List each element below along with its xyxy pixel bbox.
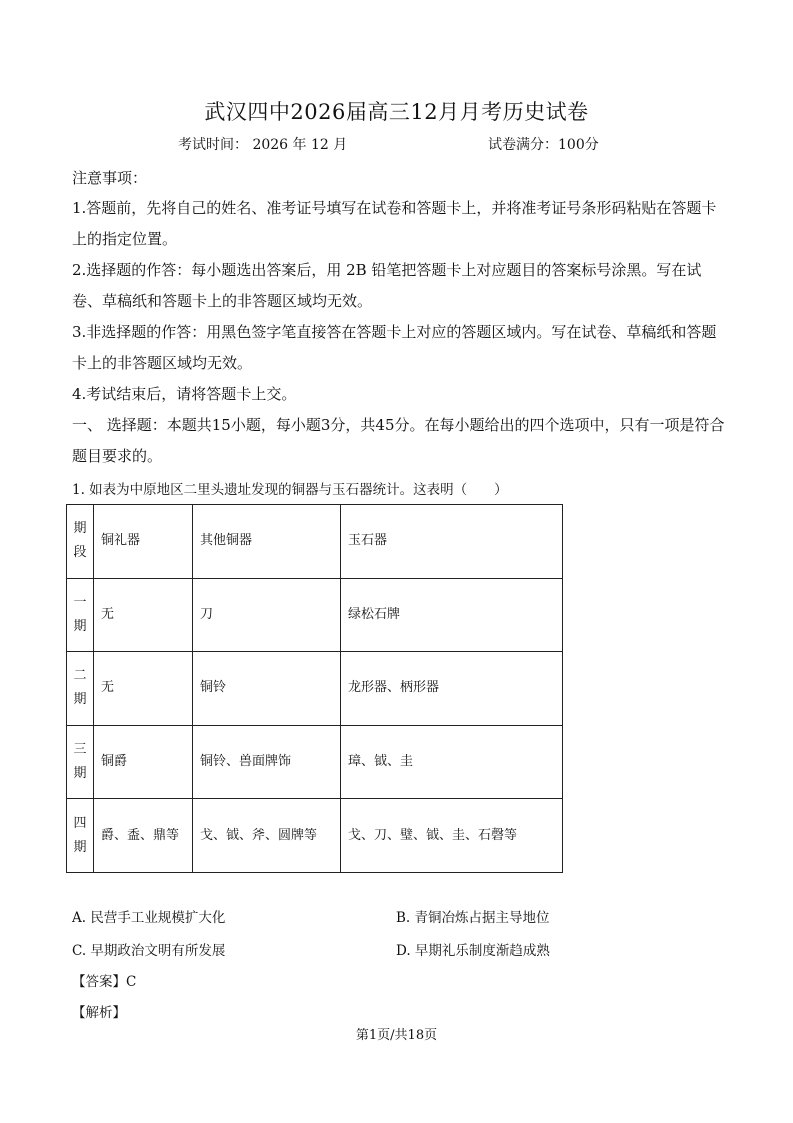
option-a: A. 民营手工业规模扩大化 bbox=[72, 910, 226, 926]
option-c: C. 早期政治文明有所发展 bbox=[72, 943, 226, 959]
section-instructions: 一、 选择题：本题共15小题，每小题3分，共45分。在每小题给出的四个选项中，只有一项是符合题目要求的。 bbox=[72, 416, 725, 465]
exam-time: 考试时间： 2026 年 12 月 bbox=[178, 137, 348, 153]
analysis-label: 【解析】 bbox=[72, 1005, 126, 1021]
notice-item: 2.选择题的作答：每小题选出答案后，用 2B 铅笔把答题卡上对应题目的答案标号涂黑。写在试卷、草稿纸和答题卡上的非答题区域均无效。 bbox=[72, 261, 702, 310]
table-cell: 璋、钺、圭 bbox=[341, 725, 563, 799]
notice-item: 1.答题前，先将自己的姓名、准考证号填写在试卷和答题卡上，并将准考证号条形码粘贴在答题卡上的指定位置。 bbox=[72, 199, 717, 248]
notice-item: 3.非选择题的作答：用黑色签字笔直接答在答题卡上对应的答题区域内。写在试卷、草稿纸和答题卡上的非答题区域均无效。 bbox=[72, 323, 717, 372]
exam-title: 武汉四中2026届高三12月月考历史试卷 bbox=[204, 100, 589, 124]
table-row bbox=[67, 799, 563, 873]
period-header: 期 段 bbox=[67, 505, 94, 579]
period-cell: 三 期 bbox=[67, 725, 94, 799]
table-cell: 无 bbox=[94, 578, 193, 652]
artifact-table bbox=[66, 504, 563, 873]
period-cell: 四 期 bbox=[67, 799, 94, 873]
table-row bbox=[67, 725, 563, 799]
notice-item: 4.考试结束后，请将答题卡上交。 bbox=[72, 385, 297, 403]
table-cell: 龙形器、柄形器 bbox=[341, 652, 563, 726]
table-cell: 戈、刀、璧、钺、圭、石磬等 bbox=[341, 799, 563, 873]
period-cell: 二 期 bbox=[67, 652, 94, 726]
page-footer: 第1页/共18页 bbox=[355, 1028, 438, 1043]
table-cell: 爵、盉、鼎等 bbox=[94, 799, 193, 873]
option-b: B. 青铜冶炼占据主导地位 bbox=[396, 910, 550, 926]
header-jade-stone: 玉石器 bbox=[341, 505, 563, 579]
header-bronze-ritual: 铜礼器 bbox=[94, 505, 193, 579]
table-cell: 刀 bbox=[193, 578, 341, 652]
table-cell: 铜爵 bbox=[94, 725, 193, 799]
option-d: D. 早期礼乐制度渐趋成熟 bbox=[396, 943, 550, 959]
table-cell: 戈、钺、斧、圆牌等 bbox=[193, 799, 341, 873]
notice-heading: 注意事项： bbox=[72, 169, 148, 187]
table-cell: 绿松石牌 bbox=[341, 578, 563, 652]
table-header-row bbox=[67, 505, 563, 579]
notice-list bbox=[72, 193, 727, 410]
table-cell: 无 bbox=[94, 652, 193, 726]
table-row bbox=[67, 578, 563, 652]
table-cell: 铜铃、兽面牌饰 bbox=[193, 725, 341, 799]
exam-full-score: 试卷满分：100分 bbox=[488, 137, 599, 153]
header-other-bronze: 其他铜器 bbox=[193, 505, 341, 579]
period-cell: 一 期 bbox=[67, 578, 94, 652]
answer-label: 【答案】C bbox=[72, 974, 137, 990]
question-stem: 1. 如表为中原地区二里头遗址发现的铜器与玉石器统计。这表明（ ） bbox=[72, 482, 508, 498]
table-cell: 铜铃 bbox=[193, 652, 341, 726]
table-row bbox=[67, 652, 563, 726]
